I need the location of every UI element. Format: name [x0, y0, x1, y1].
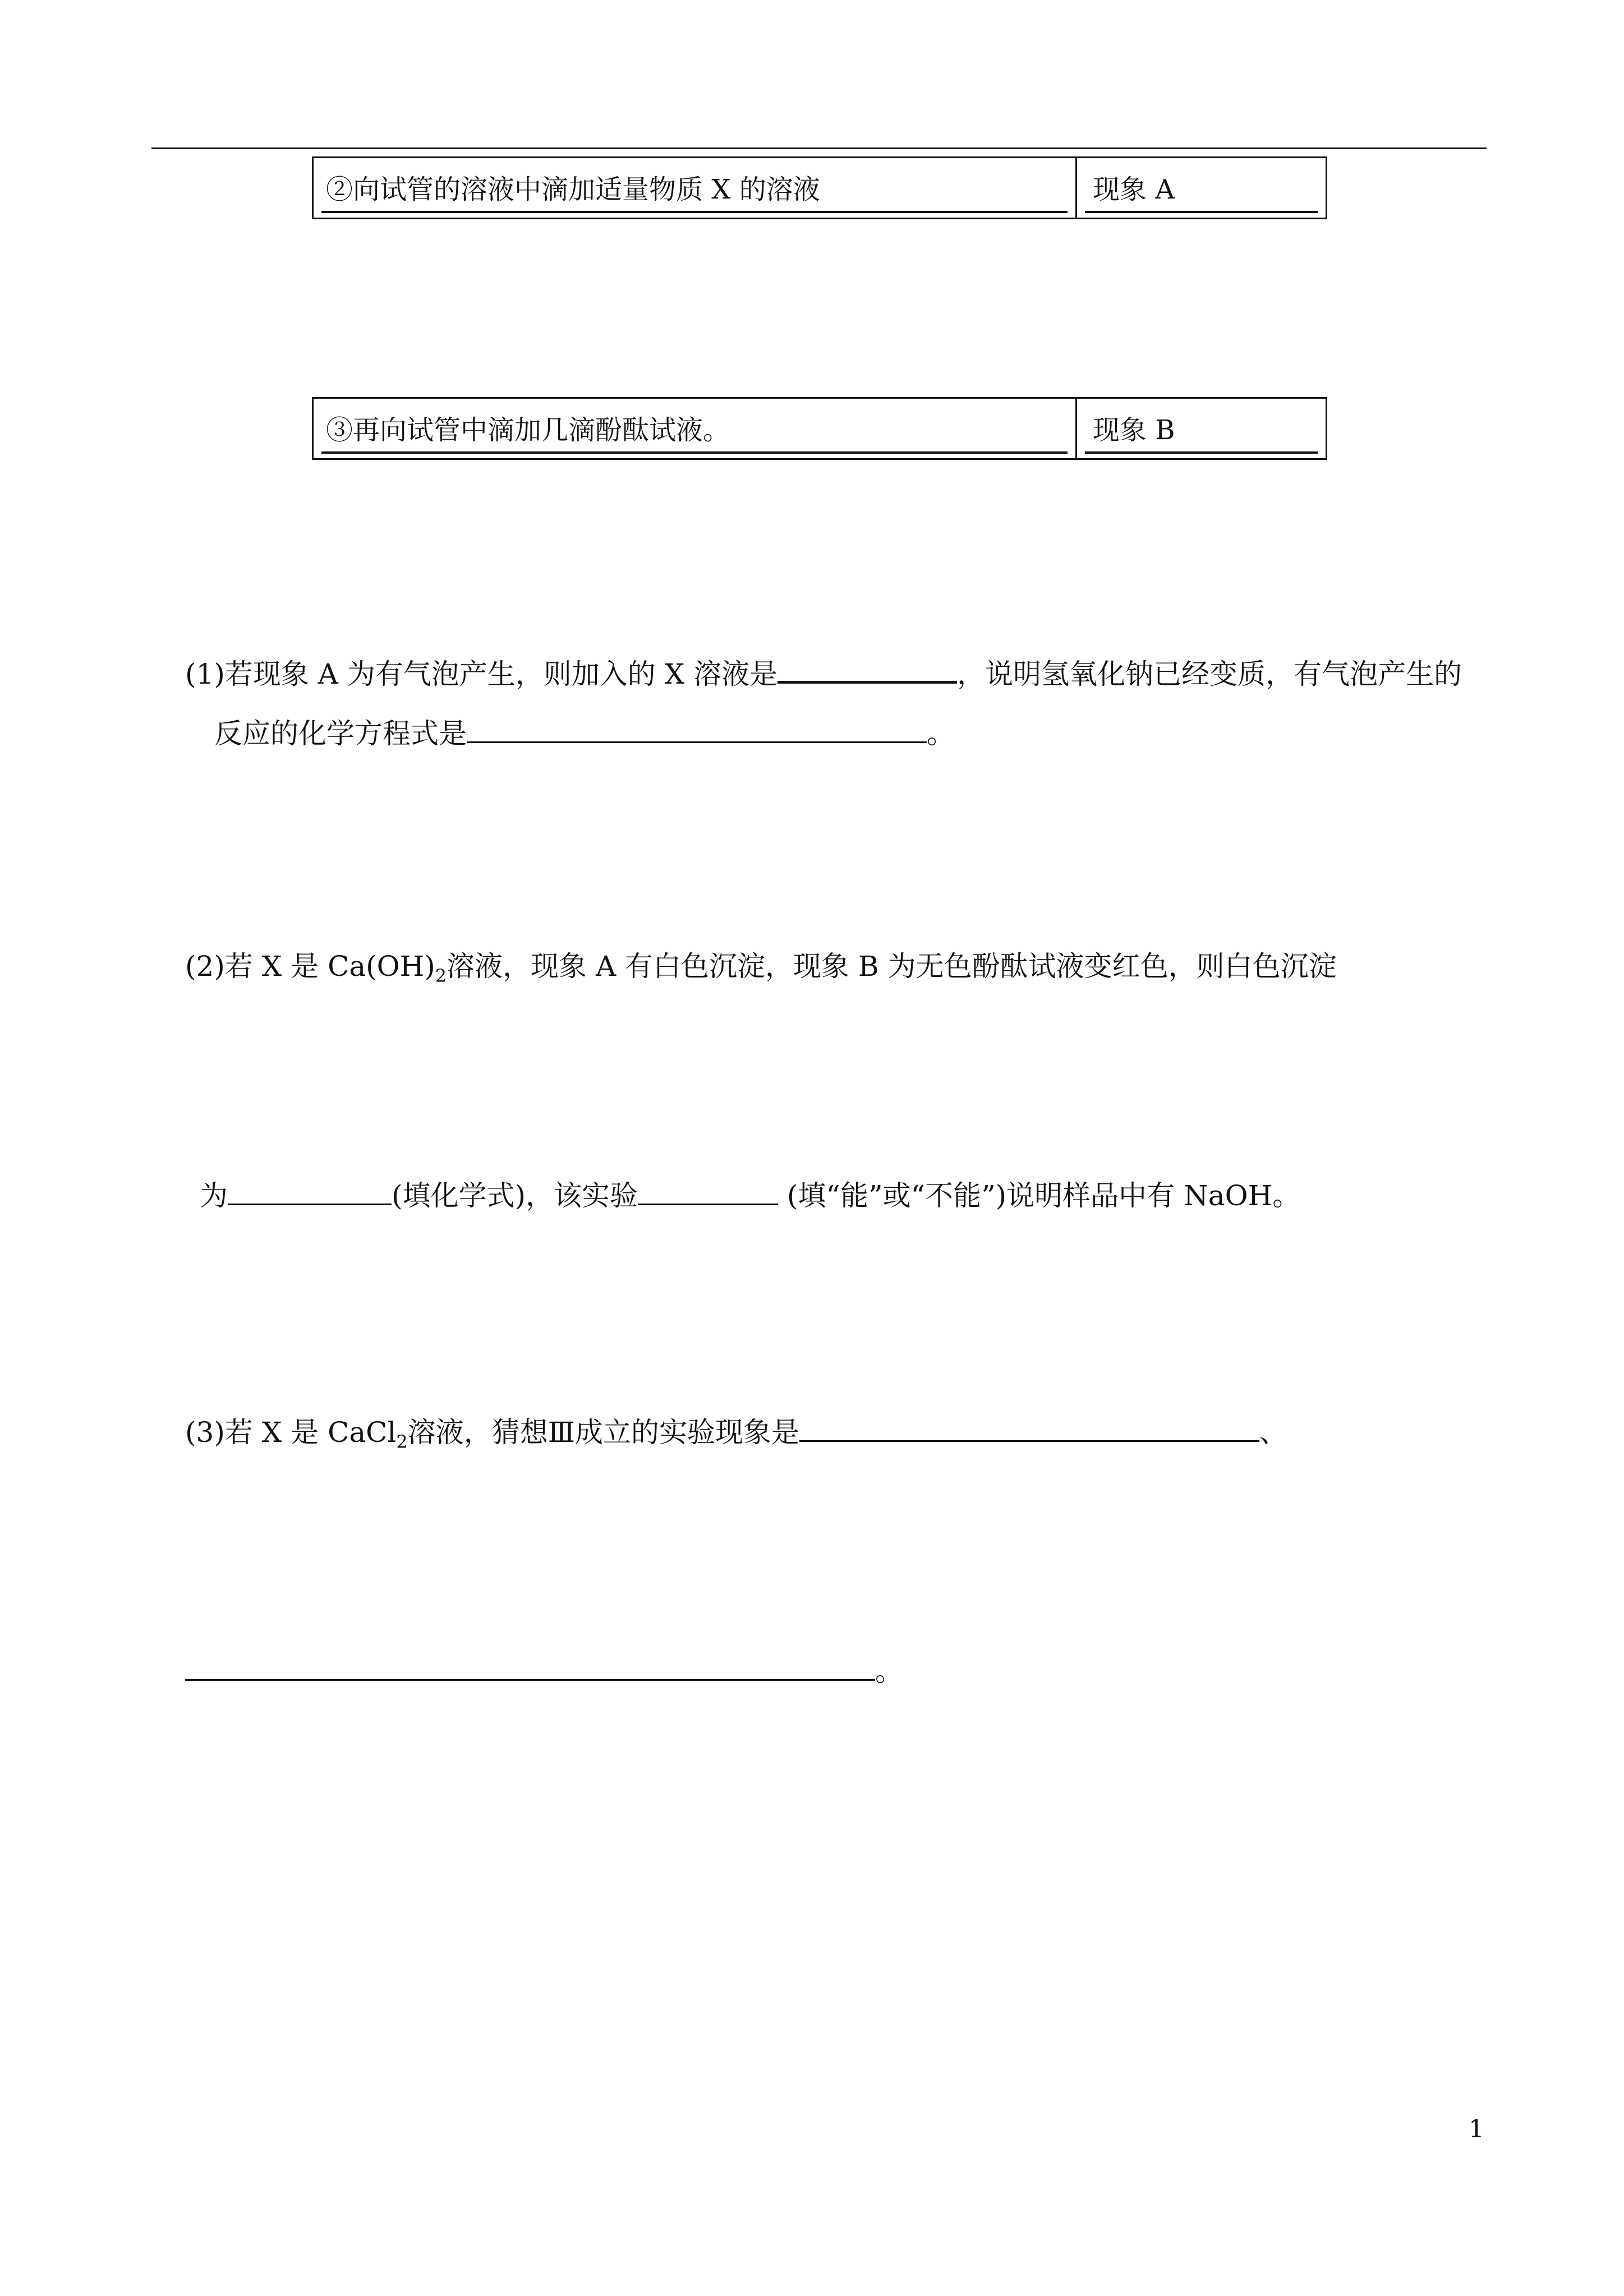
question-2-line-1 [185, 949, 1337, 986]
question-3-line-1 [185, 1416, 1287, 1453]
question-2-text-cont: 溶液，现象 A 有白色沉淀，现象 B 为无色酚酞试液变红色，则白色沉淀 [447, 950, 1337, 983]
step-action-cell [314, 158, 1075, 218]
question-2-text: (2)若 X 是 Ca(OH) [185, 950, 435, 983]
question-1-line-1 [185, 656, 1462, 691]
step-action-text: ②向试管的溶液中滴加适量物质 X 的溶液 [326, 174, 820, 205]
step-phenomenon-text: 现象 B [1093, 414, 1175, 446]
answer-blank-phenomenon-2[interactable] [185, 1654, 875, 1681]
step-phenomenon-text: 现象 A [1093, 174, 1175, 205]
subscript: 2 [396, 1431, 408, 1453]
step-action-cell [314, 399, 1075, 458]
answer-underline [321, 451, 1068, 454]
question-3-line-2 [185, 1654, 903, 1688]
answer-blank-can-or-cannot[interactable] [638, 1179, 778, 1205]
answer-blank-x-solution[interactable] [778, 656, 957, 684]
header-rule [151, 147, 1487, 149]
step-row-2 [312, 156, 1327, 219]
question-3-separator: 、 [1259, 1416, 1287, 1449]
question-2-mid: (填化学式)，该实验 [392, 1179, 638, 1212]
step-action-text: ③再向试管中滴加几滴酚酞试液。 [326, 414, 730, 446]
answer-blank-equation[interactable] [467, 717, 927, 743]
question-1-equation-label: 反应的化学方程式是 [214, 717, 467, 750]
question-2-end: (填“能”或“不能”)说明样品中有 NaOH。 [778, 1179, 1301, 1212]
question-1-end: 。 [927, 717, 955, 750]
question-1-text: (1)若现象 A 为有气泡产生，则加入的 X 溶液是 [185, 658, 778, 690]
answer-underline [321, 211, 1068, 213]
question-1-line-2 [214, 717, 955, 750]
question-2-line-2 [200, 1179, 1300, 1212]
question-1-text-cont: ，说明氢氧化钠已经变质，有气泡产生的 [957, 658, 1462, 690]
answer-blank-precipitate-formula[interactable] [228, 1179, 392, 1205]
question-3-text-cont: 溶液，猜想Ⅲ成立的实验现象是 [407, 1416, 799, 1449]
step-phenomenon-cell [1075, 158, 1326, 218]
page-number: 1 [1469, 2115, 1484, 2143]
answer-blank-phenomenon-1[interactable] [799, 1416, 1259, 1442]
subscript: 2 [435, 965, 447, 986]
step-phenomenon-cell [1075, 399, 1326, 458]
answer-underline [1085, 451, 1318, 454]
answer-underline [1085, 211, 1318, 213]
question-3-end: 。 [875, 1655, 903, 1688]
question-3-text: (3)若 X 是 CaCl [185, 1416, 397, 1449]
question-2-prefix: 为 [200, 1179, 228, 1212]
step-row-3 [312, 397, 1327, 460]
